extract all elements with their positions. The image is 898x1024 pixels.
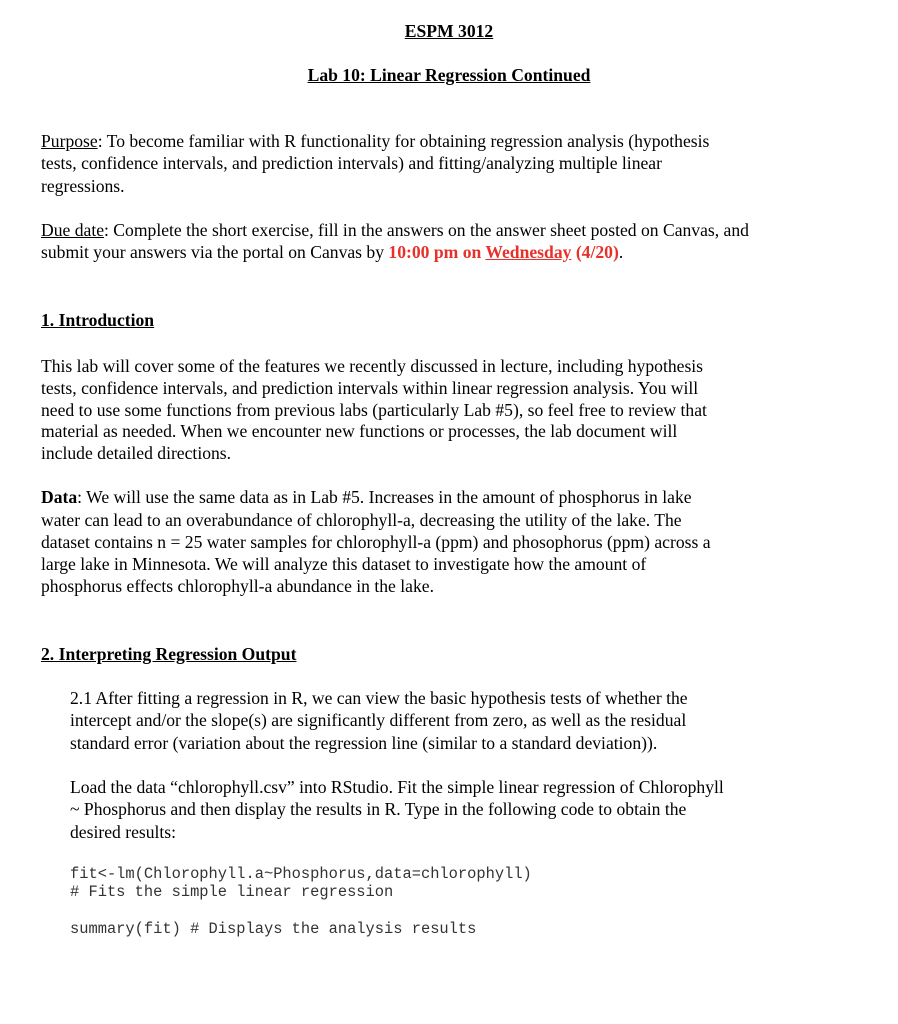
data-text: large lake in Minnesota. We will analyze this dataset to investigate how the amount of <box>41 554 647 574</box>
purpose-label: Purpose <box>41 131 98 151</box>
section2-heading: 2. Interpreting Regression Output <box>41 644 297 664</box>
intro-text: need to use some functions from previous labs (particularly Lab #5), so feel free to review that <box>41 400 707 420</box>
purpose-text: : To become familiar with R functionality for obtaining regression analysis (hypothesis <box>97 131 710 151</box>
section2-text: standard error (variation about the regression line (similar to a standard deviation)). <box>70 733 658 753</box>
data-text: dataset contains n = 25 water samples for chlorophyll-a (ppm) and phosophorus (ppm) across a <box>41 532 711 552</box>
purpose-text: regressions. <box>41 176 125 196</box>
data-text: : We will use the same data as in Lab #5. Increases in the amount of phosphorus in lake <box>77 487 692 507</box>
data-label: Data <box>41 487 78 507</box>
section2-text: desired results: <box>70 822 177 842</box>
intro-text: tests, confidence intervals, and prediction intervals within linear regression analysis. You will <box>41 378 699 398</box>
data-text: water can lead to an overabundance of chlorophyll-a, decreasing the utility of the lake. The <box>41 510 682 530</box>
code-line: summary(fit) # Displays the analysis results <box>70 920 477 938</box>
code-line: fit<-lm(Chlorophyll.a~Phosphorus,data=chlorophyll) <box>70 865 532 883</box>
section2-text: ~ Phosphorus and then display the results in R. Type in the following code to obtain the <box>70 799 687 819</box>
page-title: Lab 10: Linear Regression Continued <box>307 65 591 85</box>
intro-text: material as needed. When we encounter new functions or processes, the lab document will <box>41 421 678 441</box>
section2-text: Load the data “chlorophyll.csv” into RStudio. Fit the simple linear regression of Chlorophyll <box>70 777 724 797</box>
due-date: (4/20) <box>571 242 619 262</box>
due-text: submit your answers via the portal on Canvas by <box>41 242 389 262</box>
purpose-text: tests, confidence intervals, and prediction intervals) and fitting/analyzing multiple linear <box>41 153 662 173</box>
intro-text: This lab will cover some of the features we recently discussed in lecture, including hypothesis <box>41 356 704 376</box>
section2-text: intercept and/or the slope(s) are significantly different from zero, as well as the residual <box>70 710 687 730</box>
code-line: # Fits the simple linear regression <box>70 883 394 901</box>
due-day: Wednesday <box>485 242 572 262</box>
due-text-end: . <box>618 242 624 262</box>
intro-text: include detailed directions. <box>41 443 232 463</box>
due-date-label: Due date <box>41 220 105 240</box>
due-time: 10:00 pm on <box>388 242 486 262</box>
section2-text: 2.1 After fitting a regression in R, we can view the basic hypothesis tests of whether the <box>70 688 688 708</box>
data-text: phosphorus effects chlorophyll-a abundance in the lake. <box>41 576 434 596</box>
due-text: : Complete the short exercise, fill in the answers on the answer sheet posted on Canvas, and <box>104 220 749 240</box>
intro-heading: 1. Introduction <box>41 310 155 330</box>
course-code: ESPM 3012 <box>404 21 494 41</box>
